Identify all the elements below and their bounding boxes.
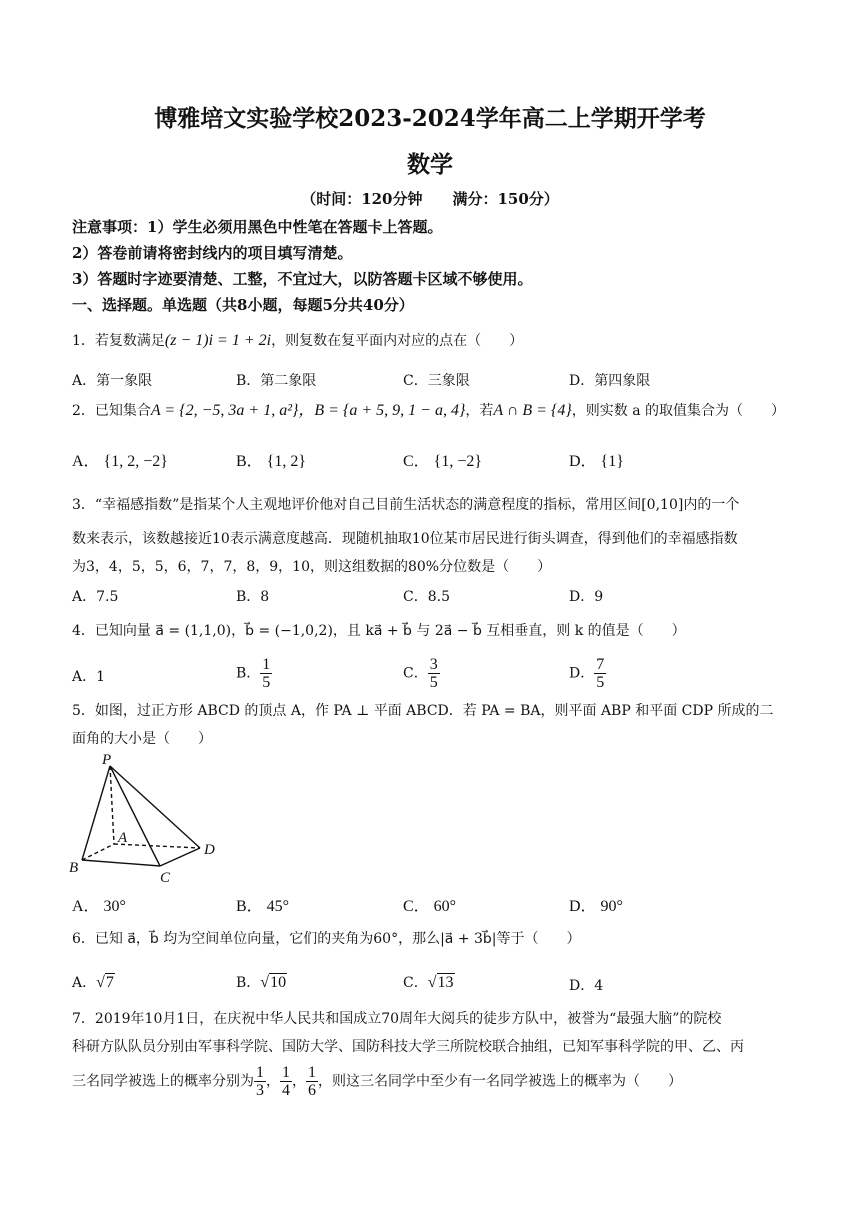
subject-title: 数学 [407, 151, 453, 178]
question-2: 2．已知集合A = {2, −5, 3a + 1, a²}，B = {a + 5, 9, 1 − a, 4}，若A ∩ B = {4}，则实数 a 的取值集合为（ ） [72, 402, 786, 419]
q1-option-a: A．第一象限 [72, 373, 153, 389]
question-3-line-3: 为3，4，5，5，6，7，7，8，9，10，则这组数据的80%分位数是（ ） [72, 559, 552, 575]
question-7-line-2: 科研方队队员分别由军事科学院、国防大学、国防科技大学三所院校联合抽组，已知军事科学院的甲、乙、丙 [72, 1039, 744, 1055]
question-6: 6．已知 a⃗，b⃗ 均为空间单位向量，它们的夹角为60°，那么|a⃗ + 3b⃗|等于（ ） [72, 931, 581, 947]
q5-option-d: D． 90° [569, 898, 623, 915]
exam-meta: （时间：120分钟 满分：150分） [301, 190, 559, 208]
q2-option-d: D． {1} [569, 453, 624, 470]
q2-option-b: B． {1, 2} [236, 453, 307, 470]
q2-option-a: A． {1, 2, −2} [72, 453, 168, 470]
question-1: 1．若复数满足(z − 1)i = 1 + 2i，则复数在复平面内对应的点在（ ） [72, 332, 524, 349]
question-3-line-1: 3．“幸福感指数”是指某个人主观地评价他对自己目前生活状态的满意程度的指标，常用区间[0,10]内的一个 [72, 497, 740, 513]
pyramid-figure [68, 752, 228, 888]
q3-option-d: D．9 [569, 589, 604, 605]
label-d: D [204, 842, 215, 858]
q6-option-a: A．√7 [72, 974, 114, 991]
question-5-line-1: 5．如图，过正方形 ABCD 的顶点 A，作 PA ⊥ 平面 ABCD．若 PA = BA，则平面 ABP 和平面 CDP 所成的二 [72, 703, 774, 719]
q6-option-c: C．√13 [403, 974, 454, 991]
q6-option-d: D．4 [569, 978, 604, 994]
q1-option-b: B．第二象限 [236, 373, 317, 389]
q2-option-c: C． {1, −2} [403, 453, 483, 470]
q3-option-c: C．8.5 [403, 589, 450, 605]
label-c: C [160, 870, 171, 886]
q4-option-c: C． $\frac{3}{5}$ [403, 656, 438, 691]
question-3-line-2: 数来表示，该数越接近10表示满意度越高．现随机抽取10位某市居民进行街头调查，得到他们的幸福感指数 [72, 531, 738, 547]
q3-option-a: A．7.5 [72, 589, 119, 605]
q1-option-c: C．三象限 [403, 373, 470, 389]
question-4: 4．已知向量 a⃗ = (1,1,0)，b⃗ = (−1,0,2)，且 ka⃗ + b⃗ 与 2a⃗ − b⃗ 互相垂直，则 k 的值是（ ） [72, 623, 686, 639]
notice-1: 注意事项：1）学生必须用黑色中性笔在答题卡上答题。 [72, 218, 443, 236]
q5-option-c: C． 60° [403, 898, 457, 915]
label-b: B [69, 860, 79, 876]
q5-option-a: A． 30° [72, 898, 126, 915]
q4-option-d: D． $\frac{7}{5}$ [569, 656, 605, 691]
q4-option-a: A．1 [72, 669, 106, 685]
exam-title: 博雅培文实验学校2023-2024学年高二上学期开学考 [154, 105, 706, 132]
q1-option-d: D．第四象限 [569, 373, 651, 389]
q5-option-b: B． 45° [236, 898, 290, 915]
section-heading: 一、选择题。单选题（共8小题，每题5分共40分） [72, 296, 414, 314]
label-p: P [102, 752, 112, 768]
question-5-line-2: 面角的大小是（ ） [72, 731, 212, 747]
q3-option-b: B．8 [236, 589, 270, 605]
notice-3: 3）答题时字迹要清楚、工整，不宜过大，以防答题卡区域不够使用。 [72, 270, 533, 288]
q6-option-b: B．√10 [236, 974, 287, 991]
question-7-line-3: 三名同学被选上的概率分别为 $\frac{1}{3}$ ， $\frac{1}{4}$ ， $\frac{1}{6}$ ，则这三名同学中至少有一名同学被选上的概率为（ ） [72, 1064, 682, 1099]
label-a: A [118, 830, 128, 846]
notice-2: 2）答卷前请将密封线内的项目填写清楚。 [72, 244, 353, 262]
q4-option-b: B． $\frac{1}{5}$ [236, 656, 271, 691]
question-7-line-1: 7．2019年10月1日，在庆祝中华人民共和国成立70周年大阅兵的徒步方队中，被誉为“最强大脑”的院校 [72, 1011, 722, 1027]
